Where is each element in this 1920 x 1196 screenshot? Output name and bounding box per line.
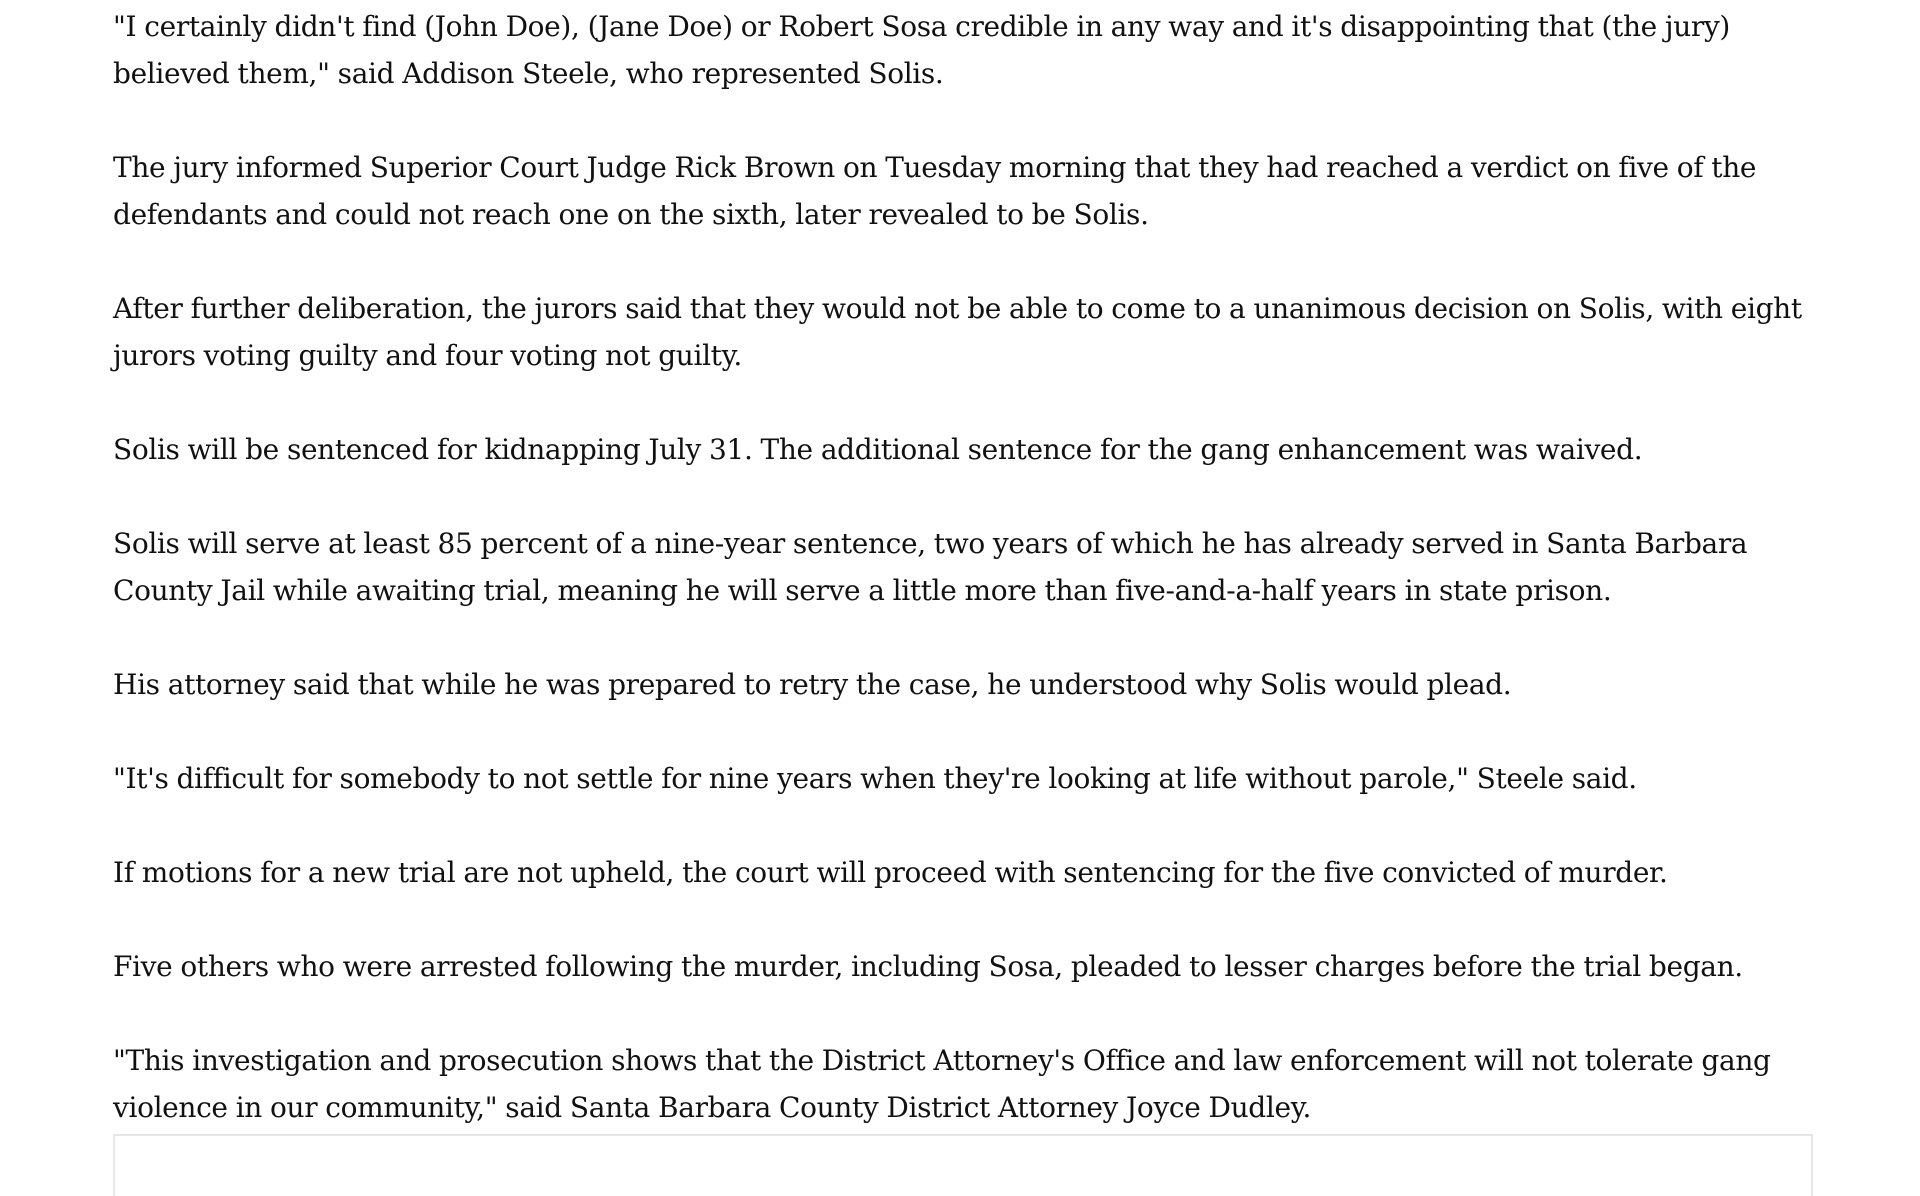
article-paragraph: Five others who were arrested following the murder, including Sosa, pleaded to lesser charges before the trial began. (113, 950, 1743, 983)
article-paragraph: The jury informed Superior Court Judge Rick Brown on Tuesday morning that they had reached a verdict on five of the defendants and could not reach one on the sixth, later revealed to be Solis. (113, 151, 1757, 231)
article-paragraph: Solis will be sentenced for kidnapping July 31. The additional sentence for the gang enhancement was waived. (113, 433, 1643, 466)
article-paragraph: "This investigation and prosecution shows that the District Attorney's Office and law enforcement will not tolerate gang violence in our community," said Santa Barbara County District Attorney Joyce Dudley. (113, 1044, 1771, 1124)
article-paragraph: Solis will serve at least 85 percent of a nine-year sentence, two years of which he has already served in Santa Barbara County Jail while awaiting trial, meaning he will serve a little more than five-and-a-half years in state prison. (113, 527, 1748, 607)
embedded-content-box (113, 1134, 1813, 1196)
article-body (113, 0, 1813, 1131)
article-paragraph: "I certainly didn't find (John Doe), (Jane Doe) or Robert Sosa credible in any way and it's disappointing that (the jury) believed them," said Addison Steele, who represented Solis. (113, 10, 1730, 90)
article-paragraph: His attorney said that while he was prepared to retry the case, he understood why Solis would plead. (113, 668, 1512, 701)
article-paragraph: After further deliberation, the jurors said that they would not be able to come to a unanimous decision on Solis, with eight jurors voting guilty and four voting not guilty. (113, 292, 1802, 372)
article-paragraph: If motions for a new trial are not upheld, the court will proceed with sentencing for the five convicted of murder. (113, 856, 1668, 889)
article-paragraph: "It's difficult for somebody to not settle for nine years when they're looking at life without parole," Steele said. (113, 762, 1637, 795)
